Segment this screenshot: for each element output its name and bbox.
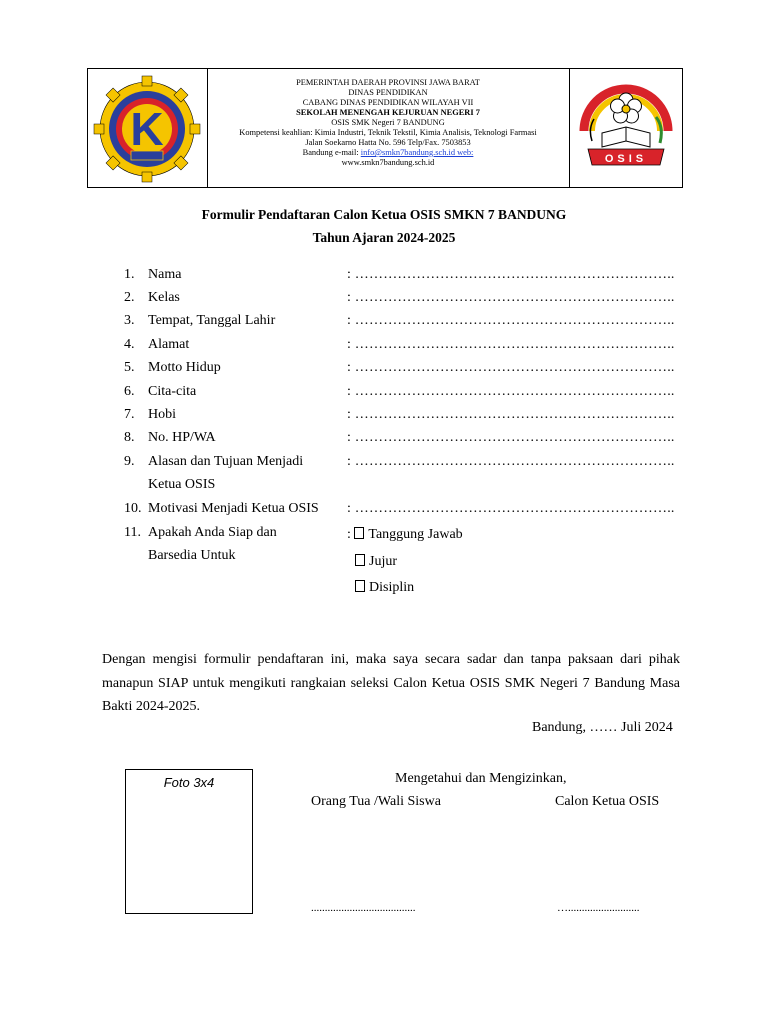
field-row-nama [0,267,768,290]
field-label: Hobi [148,407,176,422]
field-fill-line[interactable]: : ………………………………………………………….. [347,313,675,328]
field-number: 6. [124,384,135,399]
field-fill-line[interactable]: : ………………………………………………………….. [347,267,675,282]
letterhead-text [207,69,570,187]
field-label: No. HP/WA [148,430,216,445]
field-fill-line[interactable]: : ………………………………………………………….. [347,337,675,352]
letterhead-line-branch: CABANG DINAS PENDIDIKAN WILAYAH VII [302,98,474,107]
statement-paragraph: Dengan mengisi formulir pendaftaran ini, maka saya secara sadar dan tanpa paksaan dari pihak manapun SIAP untuk mengikuti rangkaian seleksi Calon Ketua OSIS SMK Negeri 7 Bandung Masa Bakti 2024-2025. [102,652,680,714]
parent-label: Orang Tua /Wali Siswa [311,794,441,809]
options-colon: : [347,527,351,542]
option-jujur[interactable] [355,554,397,570]
osis-logo-icon [570,69,682,187]
letterhead-line-school: SEKOLAH MENENGAH KEJURUAN NEGERI 7 [296,108,480,117]
field-fill-line[interactable]: : ………………………………………………………….. [347,430,675,445]
field-row-ttl [0,313,768,336]
field-label: Alamat [148,337,190,352]
letterhead-line-department: DINAS PENDIDIKAN [348,88,428,97]
checkbox-icon[interactable] [354,527,364,539]
field-number: 8. [124,430,135,445]
osis-logo-text: OSIS [604,153,648,165]
field-label: Nama [148,267,182,282]
field-number: 11. [124,525,141,540]
field-number: 5. [124,360,135,375]
field-fill-line[interactable]: : ………………………………………………………….. [347,407,675,422]
field-fill-line[interactable]: : ………………………………………………………….. [347,360,675,375]
field-number: 2. [124,290,135,305]
field-number: 7. [124,407,135,422]
field-row-alamat [0,337,768,360]
field-label: Kelas [148,290,180,305]
approval-text: Mengetahui dan Mengizinkan, [395,771,567,786]
checkbox-icon[interactable] [355,554,365,566]
letterhead-line-address: Jalan Soekarno Hatta No. 596 Telp/Fax. 7503853 [305,138,471,147]
letterhead [87,68,683,188]
option-disiplin[interactable] [355,580,414,596]
photo-box[interactable] [125,769,253,914]
school-logo-icon [88,69,207,187]
parent-signature-line[interactable]: ...................................... [311,902,416,914]
candidate-label: Calon Ketua OSIS [555,794,660,809]
field-row-hp [0,430,768,453]
photo-label: Foto 3x4 [163,775,215,790]
school-logo-cell [88,69,208,187]
field-fill-line[interactable]: : ………………………………………………………….. [347,290,675,305]
field-number: 10. [124,501,142,516]
letterhead-line-government: PEMERINTAH DAERAH PROVINSI JAWA BARAT [296,78,480,87]
field-label: Cita-cita [148,384,197,399]
field-label: Motto Hidup [148,360,221,375]
email-link[interactable]: info@smkn7bandung.sch.id [360,148,456,157]
web-label: web: [455,148,474,157]
checkbox-icon[interactable] [355,580,365,592]
place-date: Bandung, …… Juli 2024 [532,720,673,735]
field-row-hobi [0,407,768,430]
field-fill-line[interactable]: : ………………………………………………………….. [347,454,675,469]
field-label: Tempat, Tanggal Lahir [148,313,276,328]
field-row-cita-cita [0,384,768,407]
letterhead-line-competence: Kompetensi keahlian: Kimia Industri, Teknik Tekstil, Kimia Analisis, Teknologi Farmasi [239,128,537,137]
field-row-motto [0,360,768,383]
field-label: Apakah Anda Siap dan [148,525,277,540]
option-tanggung-jawab[interactable] [347,527,463,543]
field-label: Motivasi Menjadi Ketua OSIS [148,501,319,516]
field-label: Alasan dan Tujuan Menjadi [148,454,304,469]
field-label-continued: Ketua OSIS [148,477,216,492]
letterhead-line-osis: OSIS SMK Negeri 7 BANDUNG [331,118,445,127]
candidate-signature-line[interactable]: ….......................... [557,902,640,914]
field-row-alasan [0,454,768,477]
field-number: 9. [124,454,135,469]
email-prefix: Bandung e-mail: [302,148,361,157]
option-label: Disiplin [369,580,415,595]
option-label: Tanggung Jawab [368,527,463,542]
form-subtitle: Tahun Ajaran 2024-2025 [312,230,456,245]
form-title: Formulir Pendaftaran Calon Ketua OSIS SMKN 7 BANDUNG [201,207,567,222]
field-number: 3. [124,313,135,328]
school-logo-letter: K [130,103,164,155]
website-text: www.smkn7bandung.sch.id [341,158,435,167]
field-fill-line[interactable]: : ………………………………………………………….. [347,501,675,516]
field-fill-line[interactable]: : ………………………………………………………….. [347,384,675,399]
option-label: Jujur [369,554,397,569]
field-number: 1. [124,267,135,282]
field-row-kelas [0,290,768,313]
field-number: 4. [124,337,135,352]
field-row-alasan-cont [0,477,768,500]
letterhead-line-contact [207,148,569,158]
osis-logo-cell [570,69,682,187]
field-row-motivasi [0,501,768,524]
field-label-continued: Barsedia Untuk [148,548,236,563]
